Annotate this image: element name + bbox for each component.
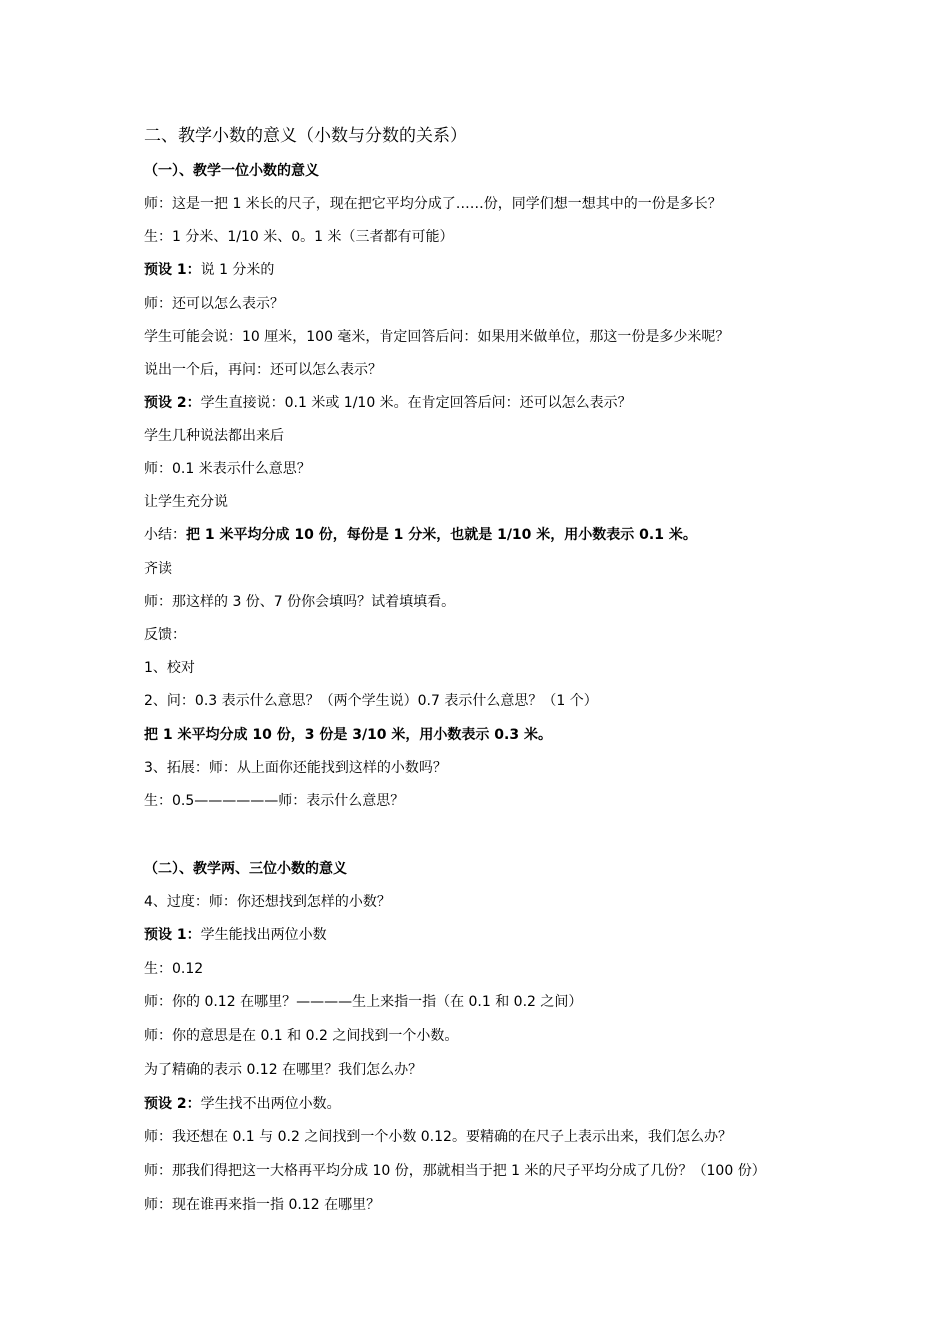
paragraph: 师：还可以怎么表示？ <box>144 296 284 312</box>
paragraph: 生：1 分米、1/10 米、0。1 米（三者都有可能） <box>144 229 454 245</box>
paragraph: 生：0.12 <box>144 961 204 977</box>
paragraph: 反馈： <box>144 627 186 643</box>
paragraph: 师：那我们得把这一大格再平均分成 10 份，那就相当于把 1 米的尺子平均分成了几份？（100 份） <box>144 1163 766 1179</box>
preset-paragraph <box>144 393 632 413</box>
paragraph-text: 说 1 分米的 <box>200 262 275 278</box>
paragraph: 生：0.5——————师：表示什么意思？ <box>144 793 405 809</box>
paragraph: 师：你的 0.12 在哪里？————生上来指一指（在 0.1 和 0.2 之间） <box>144 994 583 1010</box>
paragraph: 让学生充分说 <box>144 494 228 510</box>
paragraph: 师：我还想在 0.1 与 0.2 之间找到一个小数 0.12。要精确的在尺子上表示出来，我们怎么办？ <box>144 1129 732 1145</box>
preset-label: 预设 2： <box>144 1096 201 1112</box>
paragraph: 师：现在谁再来指一指 0.12 在哪里？ <box>144 1197 381 1213</box>
paragraph: 说出一个后，再问：还可以怎么表示？ <box>144 362 382 378</box>
paragraph: 2、问：0.3 表示什么意思？（两个学生说）0.7 表示什么意思？（1 个） <box>144 693 598 709</box>
bold-conclusion: 把 1 米平均分成 10 份，3 份是 3/10 米，用小数表示 0.3 米。 <box>144 727 552 743</box>
paragraph-text: 学生直接说：0.1 米或 1/10 米。在肯定回答后问：还可以怎么表示？ <box>200 395 632 411</box>
preset-label: 预设 2： <box>144 395 201 411</box>
preset-paragraph <box>144 1094 341 1114</box>
paragraph: 3、拓展：师：从上面你还能找到这样的小数吗？ <box>144 760 447 776</box>
paragraph: 师：你的意思是在 0.1 和 0.2 之间找到一个小数。 <box>144 1028 459 1044</box>
preset-label: 预设 1： <box>144 927 201 943</box>
summary-label: 小结： <box>144 527 186 543</box>
preset-label: 预设 1： <box>144 262 201 278</box>
paragraph: 1、校对 <box>144 660 195 676</box>
paragraph: 师：0.1 米表示什么意思？ <box>144 461 311 477</box>
preset-paragraph <box>144 925 327 945</box>
paragraph: 师：这是一把 1 米长的尺子，现在把它平均分成了……份，同学们想一想其中的一份是多长？ <box>144 196 722 212</box>
summary-paragraph <box>144 525 697 545</box>
paragraph: 学生几种说法都出来后 <box>144 428 284 444</box>
paragraph: 学生可能会说：10 厘米，100 毫米，肯定回答后问：如果用米做单位，那这一份是多少米呢？ <box>144 329 730 345</box>
section-title: 二、教学小数的意义（小数与分数的关系） <box>144 126 467 146</box>
paragraph: 齐读 <box>144 561 172 577</box>
subsection-heading-1: （一）、教学一位小数的意义 <box>144 163 319 179</box>
preset-paragraph <box>144 260 274 280</box>
paragraph-text: 学生找不出两位小数。 <box>200 1096 341 1112</box>
summary-text: 把 1 米平均分成 10 份，每份是 1 分米，也就是 1/10 米，用小数表示 0.1 米。 <box>186 527 697 543</box>
paragraph-text: 学生能找出两位小数 <box>200 927 327 943</box>
paragraph: 师：那这样的 3 份、7 份你会填吗？试着填填看。 <box>144 594 456 610</box>
paragraph: 4、过度：师：你还想找到怎样的小数？ <box>144 894 391 910</box>
subsection-heading-2: （二）、教学两、三位小数的意义 <box>144 861 347 877</box>
paragraph: 为了精确的表示 0.12 在哪里？我们怎么办？ <box>144 1062 423 1078</box>
